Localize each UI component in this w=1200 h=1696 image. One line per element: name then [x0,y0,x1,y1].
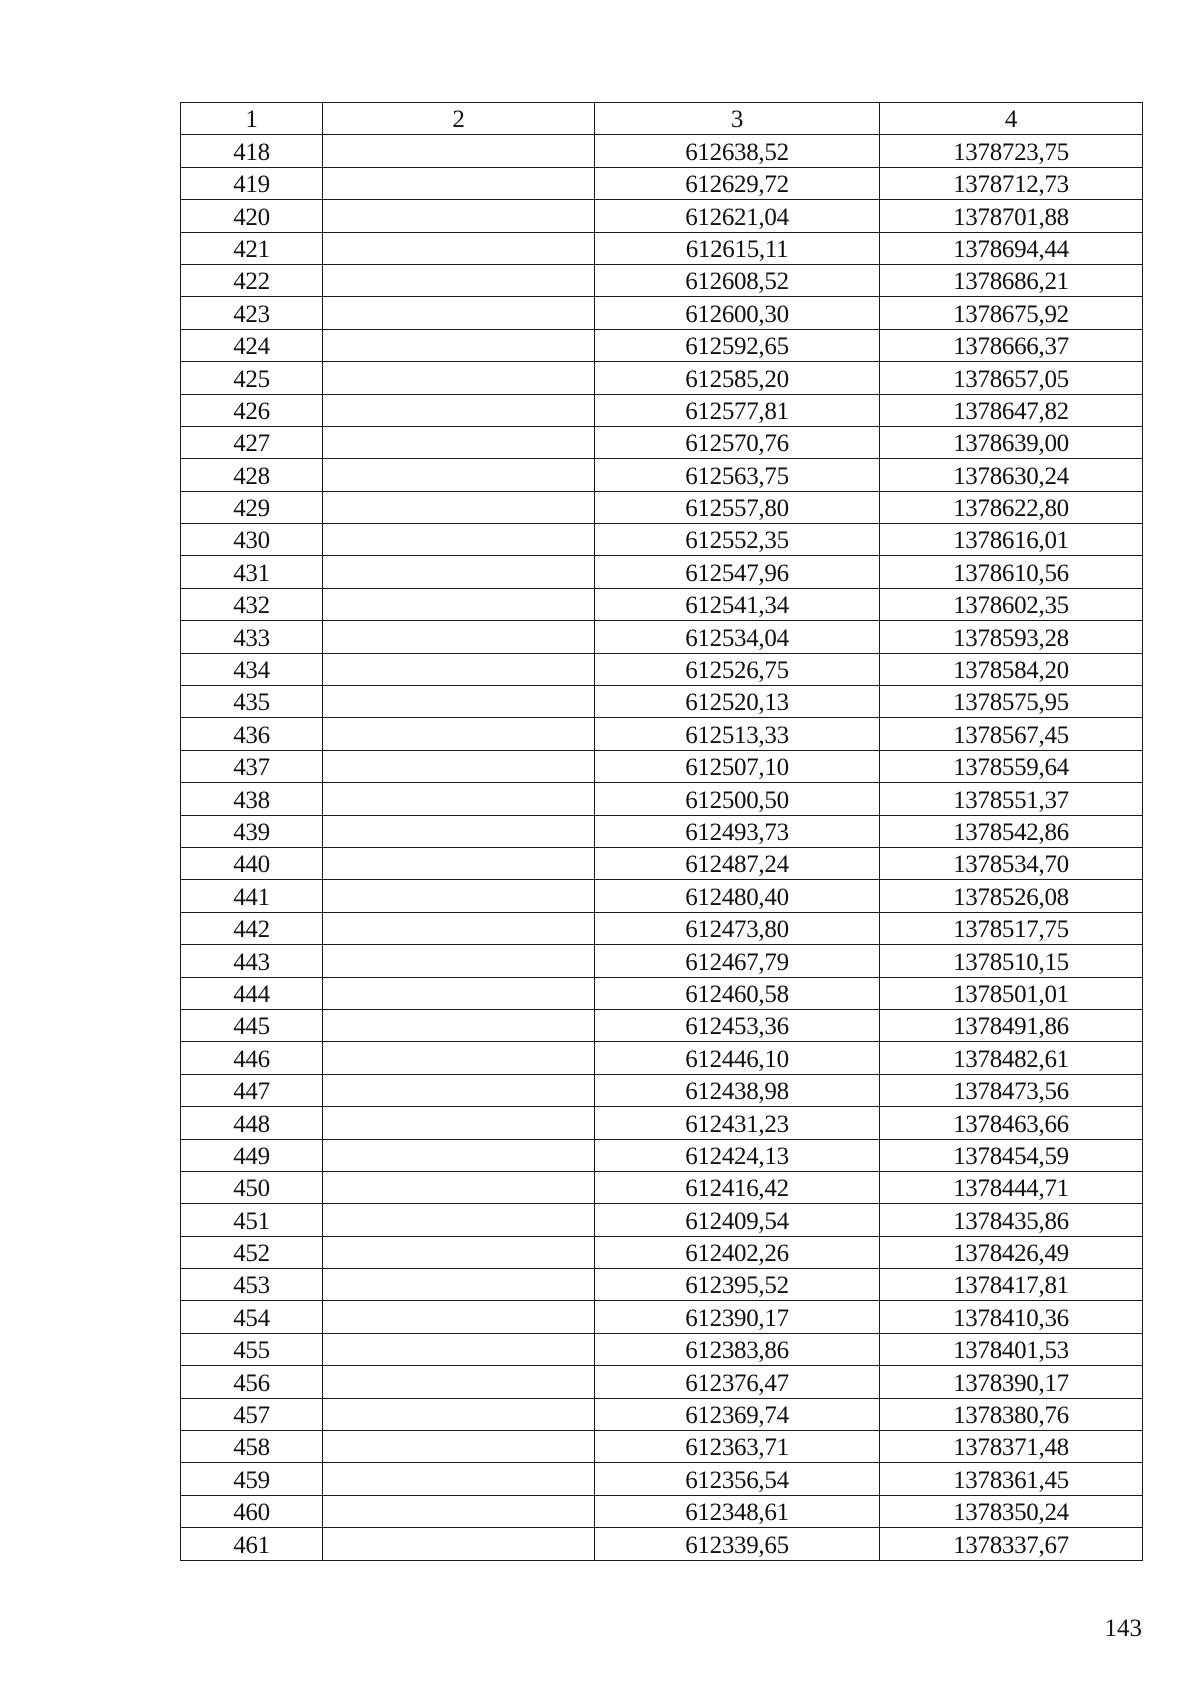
point-number-cell: 461 [181,1528,323,1560]
point-number-cell: 458 [181,1431,323,1463]
column-2-cell [323,1042,595,1074]
column-2-cell [323,718,595,750]
table-row [181,1269,1143,1301]
y-coordinate-cell: 1378350,24 [880,1495,1143,1527]
point-number-cell: 439 [181,815,323,847]
x-coordinate-cell: 612577,81 [595,394,880,426]
point-number-cell: 435 [181,686,323,718]
column-2-cell [323,588,595,620]
point-number-cell: 422 [181,264,323,296]
column-2-cell [323,426,595,458]
table-row [181,1236,1143,1268]
x-coordinate-cell: 612487,24 [595,847,880,879]
column-2-cell [323,556,595,588]
x-coordinate-cell: 612438,98 [595,1074,880,1106]
column-2-cell [323,686,595,718]
x-coordinate-cell: 612460,58 [595,977,880,1009]
table-row [181,1528,1143,1560]
point-number-cell: 451 [181,1204,323,1236]
table-row [181,783,1143,815]
point-number-cell: 448 [181,1107,323,1139]
x-coordinate-cell: 612520,13 [595,686,880,718]
table-row [181,847,1143,879]
y-coordinate-cell: 1378361,45 [880,1463,1143,1495]
x-coordinate-cell: 612383,86 [595,1333,880,1365]
table-row [181,1366,1143,1398]
column-2-cell [323,167,595,199]
table-row [181,1398,1143,1430]
table-row [181,426,1143,458]
y-coordinate-cell: 1378551,37 [880,783,1143,815]
x-coordinate-cell: 612473,80 [595,912,880,944]
y-coordinate-cell: 1378639,00 [880,426,1143,458]
y-coordinate-cell: 1378371,48 [880,1431,1143,1463]
column-2-cell [323,264,595,296]
point-number-cell: 436 [181,718,323,750]
table-row [181,912,1143,944]
column-2-cell [323,977,595,1009]
x-coordinate-cell: 612513,33 [595,718,880,750]
y-coordinate-cell: 1378444,71 [880,1171,1143,1203]
column-2-cell [323,1463,595,1495]
column-2-cell [323,459,595,491]
column-2-cell [323,1333,595,1365]
y-coordinate-cell: 1378630,24 [880,459,1143,491]
point-number-cell: 427 [181,426,323,458]
y-coordinate-cell: 1378417,81 [880,1269,1143,1301]
x-coordinate-cell: 612363,71 [595,1431,880,1463]
column-header-1: 1 [181,103,323,135]
y-coordinate-cell: 1378401,53 [880,1333,1143,1365]
column-2-cell [323,1528,595,1560]
column-2-cell [323,329,595,361]
y-coordinate-cell: 1378647,82 [880,394,1143,426]
column-2-cell [323,200,595,232]
y-coordinate-cell: 1378337,67 [880,1528,1143,1560]
point-number-cell: 438 [181,783,323,815]
point-number-cell: 457 [181,1398,323,1430]
x-coordinate-cell: 612453,36 [595,1009,880,1041]
column-2-cell [323,1398,595,1430]
column-2-cell [323,750,595,782]
y-coordinate-cell: 1378616,01 [880,524,1143,556]
x-coordinate-cell: 612621,04 [595,200,880,232]
point-number-cell: 430 [181,524,323,556]
point-number-cell: 449 [181,1139,323,1171]
table-row [181,653,1143,685]
y-coordinate-cell: 1378380,76 [880,1398,1143,1430]
x-coordinate-cell: 612480,40 [595,880,880,912]
column-2-cell [323,847,595,879]
point-number-cell: 460 [181,1495,323,1527]
column-2-cell [323,1009,595,1041]
x-coordinate-cell: 612541,34 [595,588,880,620]
point-number-cell: 459 [181,1463,323,1495]
coordinates-table [180,102,1143,1561]
x-coordinate-cell: 612629,72 [595,167,880,199]
column-2-cell [323,1301,595,1333]
column-2-cell [323,1431,595,1463]
point-number-cell: 423 [181,297,323,329]
point-number-cell: 419 [181,167,323,199]
point-number-cell: 420 [181,200,323,232]
y-coordinate-cell: 1378542,86 [880,815,1143,847]
x-coordinate-cell: 612534,04 [595,621,880,653]
x-coordinate-cell: 612376,47 [595,1366,880,1398]
table-row [181,750,1143,782]
column-2-cell [323,1269,595,1301]
column-2-cell [323,297,595,329]
y-coordinate-cell: 1378666,37 [880,329,1143,361]
x-coordinate-cell: 612416,42 [595,1171,880,1203]
table-row [181,556,1143,588]
y-coordinate-cell: 1378526,08 [880,880,1143,912]
y-coordinate-cell: 1378712,73 [880,167,1143,199]
x-coordinate-cell: 612446,10 [595,1042,880,1074]
table-row [181,1431,1143,1463]
point-number-cell: 450 [181,1171,323,1203]
y-coordinate-cell: 1378567,45 [880,718,1143,750]
point-number-cell: 453 [181,1269,323,1301]
table-row [181,1495,1143,1527]
table-row [181,264,1143,296]
table-row [181,1171,1143,1203]
table-row [181,362,1143,394]
table-row [181,686,1143,718]
column-2-cell [323,880,595,912]
y-coordinate-cell: 1378584,20 [880,653,1143,685]
x-coordinate-cell: 612395,52 [595,1269,880,1301]
table-row [181,621,1143,653]
point-number-cell: 442 [181,912,323,944]
point-number-cell: 421 [181,232,323,264]
column-2-cell [323,362,595,394]
y-coordinate-cell: 1378491,86 [880,1009,1143,1041]
point-number-cell: 452 [181,1236,323,1268]
point-number-cell: 418 [181,135,323,167]
column-2-cell [323,1204,595,1236]
column-2-cell [323,783,595,815]
x-coordinate-cell: 612563,75 [595,459,880,491]
x-coordinate-cell: 612431,23 [595,1107,880,1139]
column-2-cell [323,1171,595,1203]
x-coordinate-cell: 612557,80 [595,491,880,523]
y-coordinate-cell: 1378593,28 [880,621,1143,653]
table-row [181,718,1143,750]
column-2-cell [323,621,595,653]
y-coordinate-cell: 1378482,61 [880,1042,1143,1074]
table-row [181,1107,1143,1139]
table-row [181,588,1143,620]
table-body [181,135,1143,1560]
header-row [181,103,1143,135]
y-coordinate-cell: 1378534,70 [880,847,1143,879]
x-coordinate-cell: 612402,26 [595,1236,880,1268]
x-coordinate-cell: 612592,65 [595,329,880,361]
y-coordinate-cell: 1378426,49 [880,1236,1143,1268]
table-row [181,167,1143,199]
y-coordinate-cell: 1378510,15 [880,945,1143,977]
y-coordinate-cell: 1378602,35 [880,588,1143,620]
x-coordinate-cell: 612608,52 [595,264,880,296]
x-coordinate-cell: 612493,73 [595,815,880,847]
y-coordinate-cell: 1378701,88 [880,200,1143,232]
table-row [181,1009,1143,1041]
table-row [181,1074,1143,1106]
point-number-cell: 434 [181,653,323,685]
table-row [181,200,1143,232]
y-coordinate-cell: 1378473,56 [880,1074,1143,1106]
y-coordinate-cell: 1378454,59 [880,1139,1143,1171]
column-2-cell [323,653,595,685]
table-row [181,524,1143,556]
table-row [181,1301,1143,1333]
column-2-cell [323,815,595,847]
column-2-cell [323,1366,595,1398]
column-2-cell [323,1139,595,1171]
point-number-cell: 444 [181,977,323,1009]
y-coordinate-cell: 1378575,95 [880,686,1143,718]
x-coordinate-cell: 612547,96 [595,556,880,588]
x-coordinate-cell: 612500,50 [595,783,880,815]
column-2-cell [323,135,595,167]
table-row [181,880,1143,912]
x-coordinate-cell: 612570,76 [595,426,880,458]
x-coordinate-cell: 612424,13 [595,1139,880,1171]
y-coordinate-cell: 1378435,86 [880,1204,1143,1236]
column-2-cell [323,945,595,977]
y-coordinate-cell: 1378501,01 [880,977,1143,1009]
point-number-cell: 431 [181,556,323,588]
table-row [181,297,1143,329]
point-number-cell: 437 [181,750,323,782]
point-number-cell: 443 [181,945,323,977]
page-number: 143 [1104,1615,1142,1642]
y-coordinate-cell: 1378410,36 [880,1301,1143,1333]
y-coordinate-cell: 1378517,75 [880,912,1143,944]
column-2-cell [323,491,595,523]
x-coordinate-cell: 612638,52 [595,135,880,167]
table-row [181,1333,1143,1365]
column-2-cell [323,1107,595,1139]
x-coordinate-cell: 612585,20 [595,362,880,394]
point-number-cell: 426 [181,394,323,426]
y-coordinate-cell: 1378686,21 [880,264,1143,296]
table-row [181,232,1143,264]
x-coordinate-cell: 612507,10 [595,750,880,782]
x-coordinate-cell: 612552,35 [595,524,880,556]
y-coordinate-cell: 1378723,75 [880,135,1143,167]
column-2-cell [323,232,595,264]
point-number-cell: 454 [181,1301,323,1333]
point-number-cell: 425 [181,362,323,394]
table-row [181,491,1143,523]
table-row [181,329,1143,361]
point-number-cell: 456 [181,1366,323,1398]
table-row [181,459,1143,491]
point-number-cell: 424 [181,329,323,361]
point-number-cell: 440 [181,847,323,879]
table-row [181,1463,1143,1495]
y-coordinate-cell: 1378694,44 [880,232,1143,264]
point-number-cell: 446 [181,1042,323,1074]
column-2-cell [323,912,595,944]
x-coordinate-cell: 612348,61 [595,1495,880,1527]
x-coordinate-cell: 612526,75 [595,653,880,685]
column-header-2: 2 [323,103,595,135]
x-coordinate-cell: 612356,54 [595,1463,880,1495]
column-2-cell [323,524,595,556]
y-coordinate-cell: 1378622,80 [880,491,1143,523]
table-header [181,103,1143,135]
x-coordinate-cell: 612409,54 [595,1204,880,1236]
column-2-cell [323,1074,595,1106]
point-number-cell: 455 [181,1333,323,1365]
point-number-cell: 447 [181,1074,323,1106]
column-header-3: 3 [595,103,880,135]
table-row [181,1042,1143,1074]
point-number-cell: 428 [181,459,323,491]
x-coordinate-cell: 612390,17 [595,1301,880,1333]
y-coordinate-cell: 1378390,17 [880,1366,1143,1398]
y-coordinate-cell: 1378559,64 [880,750,1143,782]
x-coordinate-cell: 612467,79 [595,945,880,977]
table-row [181,977,1143,1009]
point-number-cell: 445 [181,1009,323,1041]
table-row [181,815,1143,847]
table-row [181,1204,1143,1236]
column-header-4: 4 [880,103,1143,135]
point-number-cell: 441 [181,880,323,912]
table-row [181,945,1143,977]
x-coordinate-cell: 612339,65 [595,1528,880,1560]
column-2-cell [323,1495,595,1527]
x-coordinate-cell: 612615,11 [595,232,880,264]
y-coordinate-cell: 1378610,56 [880,556,1143,588]
column-2-cell [323,394,595,426]
y-coordinate-cell: 1378657,05 [880,362,1143,394]
point-number-cell: 433 [181,621,323,653]
y-coordinate-cell: 1378463,66 [880,1107,1143,1139]
table-row [181,394,1143,426]
x-coordinate-cell: 612369,74 [595,1398,880,1430]
table-row [181,135,1143,167]
point-number-cell: 429 [181,491,323,523]
y-coordinate-cell: 1378675,92 [880,297,1143,329]
table-row [181,1139,1143,1171]
x-coordinate-cell: 612600,30 [595,297,880,329]
point-number-cell: 432 [181,588,323,620]
column-2-cell [323,1236,595,1268]
